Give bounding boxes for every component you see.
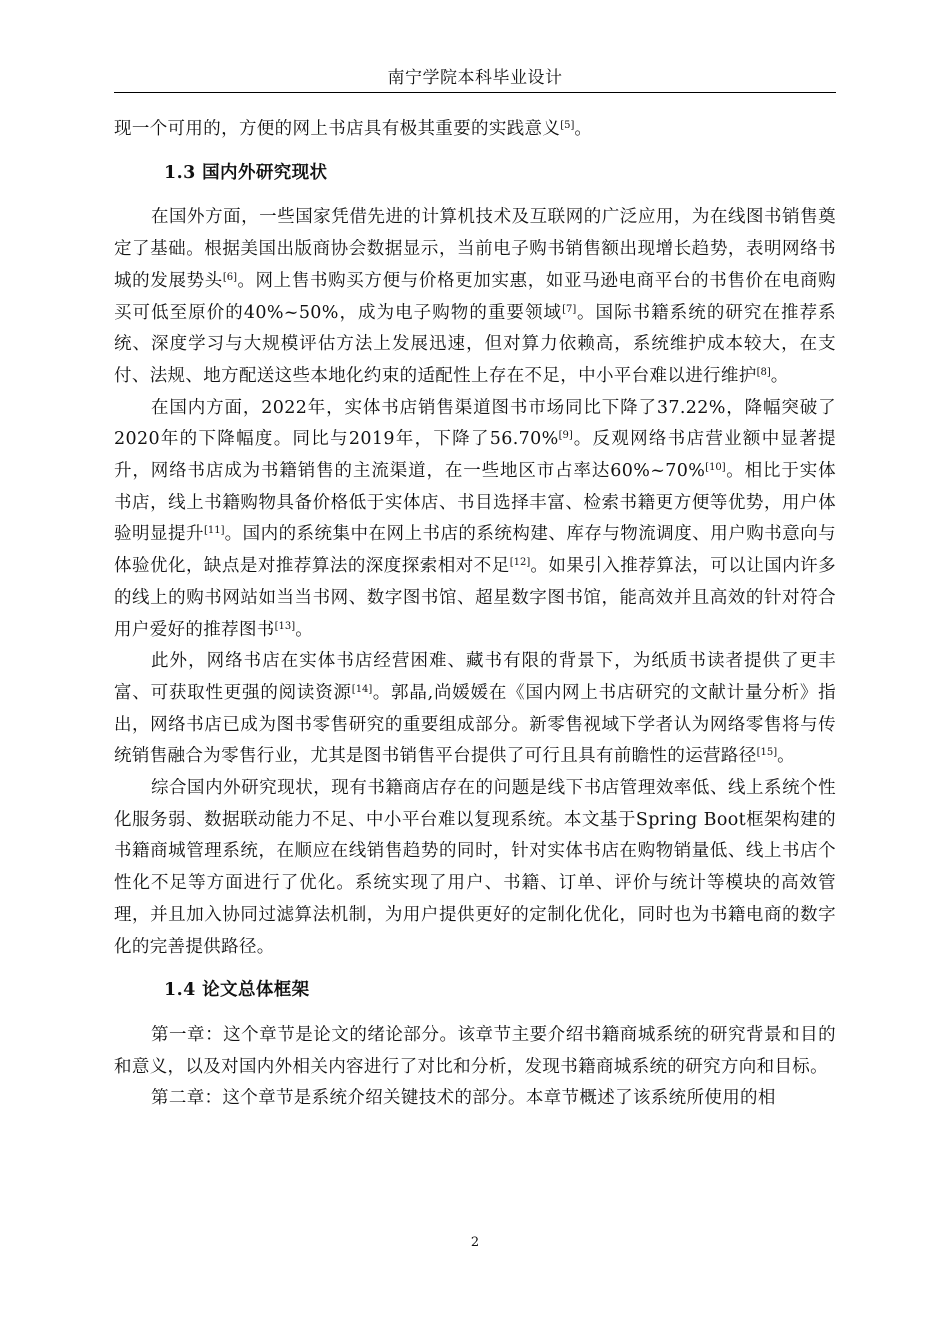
paragraph-text: 此外，网络书店在实体书店经营困难、藏书有限的背景下，为纸质书读者提供了更丰富、可获取性更强的阅读资源 <box>114 651 836 703</box>
citation-marker: [13] <box>274 620 296 632</box>
paragraph-text: 。相比于实体书店，线上书籍购物具备价格低于实体店、书目选择丰富、检索书籍更方便等优势，用户体验明显提升 <box>114 461 836 545</box>
citation-marker: [5] <box>560 120 575 131</box>
paragraph-text: 。 <box>777 746 795 767</box>
paragraph-text: 。 <box>770 365 789 386</box>
body-paragraph <box>114 393 836 647</box>
paragraph-text: 。 <box>574 119 593 139</box>
citation-marker: [14] <box>351 683 373 695</box>
citation-marker: [10] <box>705 462 726 474</box>
section-heading: 1.3 国内外研究现状 <box>164 162 328 183</box>
citation-marker: [8] <box>756 366 771 378</box>
paragraph-text: 综合国内外研究现状，现有书籍商店存在的问题是线下书店管理效率低、线上系统个性化服务弱、数据联动能力不足、中小平台难以复现系统。本文基于Spring Boot框架构建的书籍商城管理系统，在顺应在线销售趋势的同时，针对实体书店在购物销量低、线上书店个性化不足等方面进行了优化。系统实现了用户、书籍、订单、评价与统计等模块的高效管理，并且加入协同过滤算法机制，为用户提供更好的定制化优化，同时也为书籍电商的数字化的完善提供路径。 <box>114 778 836 957</box>
body-paragraph <box>114 1083 836 1115</box>
body-paragraph <box>114 114 836 146</box>
citation-marker: [11] <box>203 525 225 537</box>
section-heading: 1.4 论文总体框架 <box>164 980 310 1001</box>
citation-marker: [12] <box>509 557 531 569</box>
body-paragraph <box>114 1020 836 1083</box>
paragraph-text: 。反观网络书店营业额中显著提升，网络书店成为书籍销售的主流渠道，在一些地区市占率达60%~70% <box>114 429 836 482</box>
paragraph-text: 。郭晶,尚媛媛在《国内网上书店研究的文献计量分析》指出，网络书店已成为图书零售研究的重要组成部分。新零售视域下学者认为网络零售将与传统销售融合为零售行业，尤其是图书销售平台提供了可行且具有前瞻性的运营路径 <box>114 682 836 767</box>
paragraph-text: 。国内的系统集中在网上书店的系统构建、库存与物流调度、用户购书意向与体验优化，缺点是对推荐算法的深度探索相对不足 <box>114 524 836 577</box>
paragraph-text: 。国际书籍系统的研究在推荐系统、深度学习与大规模评估方法上发展迅速，但对算力依赖高，系统维护成本较大，在支付、法规、地方配送这些本地化约束的适配性上存在不足，中小平台难以进行维护 <box>114 302 836 386</box>
citation-marker: [6] <box>222 271 238 283</box>
paragraph-text: 在国内方面，2022年，实体书店销售渠道图书市场同比下降了37.22%，降幅突破了2020年的下降幅度。同比与2019年，下降了56.70% <box>114 397 836 450</box>
body-paragraph <box>114 646 836 773</box>
body-paragraph <box>114 773 836 963</box>
paragraph-text: 。 <box>295 619 314 640</box>
paragraph-text: 。如果引入推荐算法，可以让国内许多的线上的购书网站如当当书网、数字图书馆、超星数字图书馆，能高效并且高效的针对符合用户爱好的推荐图书 <box>114 556 836 640</box>
document-body <box>114 114 836 1115</box>
citation-marker: [9] <box>558 430 573 442</box>
paragraph-text: 。网上售书购买方便与价格更加实惠，如亚马逊电商平台的书售价在电商购买可低至原价的40%~50%，成为电子购物的重要领域 <box>114 270 836 323</box>
citation-marker: [15] <box>756 747 778 759</box>
header-rule <box>114 92 836 93</box>
citation-marker: [7] <box>562 303 577 315</box>
page-number: 2 <box>470 1235 480 1250</box>
paragraph-text: 第二章：这个章节是系统介绍关键技术的部分。本章节概述了该系统所使用的相 <box>151 1088 776 1109</box>
paragraph-text: 第一章：这个章节是论文的绪论部分。该章节主要介绍书籍商城系统的研究背景和目的和意义，以及对国内外相关内容进行了对比和分析，发现书籍商城系统的研究方向和目标。 <box>114 1024 836 1077</box>
body-paragraph <box>114 202 836 392</box>
paragraph-text: 在国外方面，一些国家凭借先进的计算机技术及互联网的广泛应用，为在线图书销售奠定了基础。根据美国出版商协会数据显示，当前电子购书销售额出现增长趋势，表明网络书城的发展势头 <box>114 207 836 291</box>
running-header: 南宁学院本科毕业设计 <box>387 68 563 88</box>
paragraph-text: 现一个可用的，方便的网上书店具有极其重要的实践意义 <box>114 119 561 139</box>
